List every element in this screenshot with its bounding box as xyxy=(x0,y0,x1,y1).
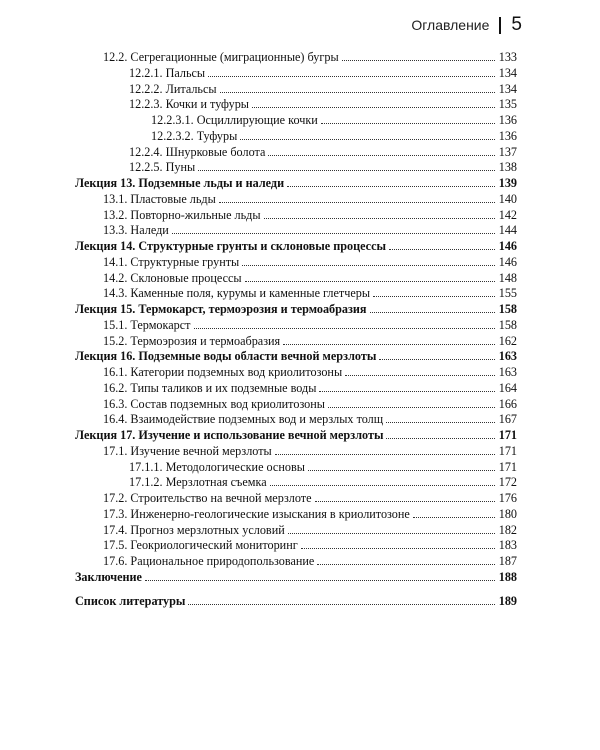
leader-dots xyxy=(270,485,495,486)
toc-entry-13-1 xyxy=(75,192,517,208)
toc-entry-label: 16.4. Взаимодействие подземных вод и мерзлых толщ xyxy=(103,412,384,427)
toc-entry-page: 176 xyxy=(498,491,517,505)
toc-entry-page: 171 xyxy=(498,459,517,474)
page-number: 5 xyxy=(511,14,522,35)
leader-dots xyxy=(345,375,495,376)
leader-dots xyxy=(283,344,495,345)
leader-dots xyxy=(287,186,495,187)
toc-entry-label: 17.1. Изучение вечной мерзлоты xyxy=(103,443,272,458)
toc-entry-label: 12.2.3.2. Туфуры xyxy=(151,128,238,143)
toc-lecture-15 xyxy=(75,302,517,318)
toc-entry-page: 138 xyxy=(498,160,517,175)
toc-entry-label: 15.2. Термоэрозия и термоабразия xyxy=(103,333,281,348)
leader-dots xyxy=(301,548,495,549)
toc-entry-label: 16.2. Типы таликов и их подземные воды xyxy=(103,380,317,395)
toc-entry-label: Заключение xyxy=(75,569,142,584)
toc-entry-16-3 xyxy=(75,397,517,413)
toc-entry-label: 16.1. Категории подземных вод криолитозоны xyxy=(103,365,343,379)
toc-entry-label: Лекция 14. Структурные грунты и склоновые процессы xyxy=(75,239,387,253)
toc-entry-page: 142 xyxy=(498,207,517,222)
leader-dots xyxy=(315,501,495,502)
toc-entry-16-4 xyxy=(75,412,517,428)
leader-dots xyxy=(252,107,495,108)
toc-entry-17-2 xyxy=(75,491,517,507)
leader-dots xyxy=(389,249,495,250)
header-divider xyxy=(499,17,501,34)
toc-entry-page: 162 xyxy=(498,333,517,348)
toc-entry-label: 12.2. Сегрегационные (миграционные) бугры xyxy=(103,50,339,64)
toc-entry-page: 171 xyxy=(498,428,517,442)
toc-entry-page: 136 xyxy=(498,113,517,127)
toc-lecture-14 xyxy=(75,239,517,255)
toc-entry-17-1-2 xyxy=(75,475,517,491)
leader-dots xyxy=(319,391,494,392)
toc-entry-label: 14.3. Каменные поля, курумы и каменные глетчеры xyxy=(103,286,371,301)
toc-entry-label: Лекция 13. Подземные льды и наледи xyxy=(75,176,285,190)
leader-dots xyxy=(386,438,494,439)
leader-dots xyxy=(220,92,495,93)
toc-entry-16-1 xyxy=(75,365,517,381)
toc-entry-label: 12.2.2. Литальсы xyxy=(129,81,217,96)
leader-dots xyxy=(321,123,495,124)
leader-dots xyxy=(219,202,495,203)
leader-dots xyxy=(188,604,494,605)
leader-dots xyxy=(413,517,495,518)
leader-dots xyxy=(328,407,495,408)
toc-entry-label: 12.2.1. Пальсы xyxy=(129,65,206,80)
toc-entry-label: 12.2.4. Шнурковые болота xyxy=(129,144,266,159)
leader-dots xyxy=(379,359,494,360)
toc-entry-17-3 xyxy=(75,507,517,523)
toc-entry-label: 12.2.5. Пуны xyxy=(129,160,196,175)
toc-entry-label: Лекция 17. Изучение и использование вечной мерзлоты xyxy=(75,428,384,442)
toc-entry-13-3 xyxy=(75,223,517,239)
leader-dots xyxy=(373,296,495,297)
leader-dots xyxy=(317,564,494,565)
toc-entry-label: 13.1. Пластовые льды xyxy=(103,191,216,206)
toc-entry-page: 172 xyxy=(498,475,517,490)
toc-entry-13-2 xyxy=(75,208,517,224)
toc-entry-label: 17.6. Рациональное природопользование xyxy=(103,554,315,568)
toc-entry-label: 17.1.2. Мерзлотная съемка xyxy=(129,475,267,490)
toc-entry-12-2-5 xyxy=(75,160,517,176)
toc-entry-label: 16.3. Состав подземных вод криолитозоны xyxy=(103,396,325,411)
toc-entry-page: 167 xyxy=(498,412,517,427)
toc-entry-label: 17.1.1. Методологические основы xyxy=(129,459,305,474)
leader-dots xyxy=(194,328,495,329)
toc-entry-label: Список литературы xyxy=(75,593,186,608)
toc-entry-page: 134 xyxy=(498,81,517,96)
toc-entry-page: 164 xyxy=(498,380,517,395)
toc-entry-page: 135 xyxy=(498,97,517,112)
toc-lecture-13 xyxy=(75,176,517,192)
toc-entry-15-2 xyxy=(75,334,517,350)
toc-entry-label: 13.2. Повторно-жильные льды xyxy=(103,207,261,222)
toc-entry-page: 163 xyxy=(498,365,517,379)
leader-dots xyxy=(386,422,495,423)
toc-lecture-16 xyxy=(75,349,517,365)
running-header xyxy=(411,14,522,36)
toc-entry-page: 148 xyxy=(498,270,517,285)
leader-dots xyxy=(145,580,495,581)
toc-entry-page: 139 xyxy=(498,176,517,190)
toc-entry-label: 14.2. Склоновые процессы xyxy=(103,270,242,285)
leader-dots xyxy=(288,533,495,534)
toc-entry-14-2 xyxy=(75,271,517,287)
leader-dots xyxy=(240,139,494,140)
toc-entry-label: 14.1. Структурные грунты xyxy=(103,254,240,269)
toc-entry-17-6 xyxy=(75,554,517,570)
toc-entry-15-1 xyxy=(75,318,517,334)
toc-entry-label: 17.4. Прогноз мерзлотных условий xyxy=(103,522,285,537)
toc-entry-12-2 xyxy=(75,50,517,66)
toc-entry-page: 158 xyxy=(498,317,517,332)
toc-entry-page: 137 xyxy=(498,144,517,159)
toc-entry-page: 146 xyxy=(498,239,517,253)
running-header-title: Оглавление xyxy=(411,17,490,33)
toc-entry-page: 140 xyxy=(498,191,517,206)
toc-references xyxy=(75,594,517,610)
toc-entry-page: 180 xyxy=(498,506,517,521)
toc-entry-12-2-3-1 xyxy=(75,113,517,129)
leader-dots xyxy=(172,233,495,234)
toc-entry-page: 163 xyxy=(498,349,517,364)
toc-lecture-17 xyxy=(75,428,517,444)
toc-entry-12-2-2 xyxy=(75,82,517,98)
toc-entry-page: 188 xyxy=(498,569,517,584)
toc-entry-page: 146 xyxy=(498,254,517,269)
toc-entry-label: 12.2.3.1. Осциллирующие кочки xyxy=(151,113,318,127)
toc-conclusion xyxy=(75,570,517,586)
leader-dots xyxy=(264,218,495,219)
toc-entry-16-2 xyxy=(75,381,517,397)
leader-dots xyxy=(268,155,494,156)
toc-entry-page: 134 xyxy=(498,65,517,80)
toc-entry-label: 12.2.3. Кочки и туфуры xyxy=(129,97,249,112)
leader-dots xyxy=(308,470,495,471)
toc-entry-label: Лекция 15. Термокарст, термоэрозия и термоабразия xyxy=(75,302,367,316)
toc-entry-12-2-3 xyxy=(75,97,517,113)
toc-entry-label: 17.2. Строительство на вечной мерзлоте xyxy=(103,491,312,505)
toc-entry-page: 182 xyxy=(498,522,517,537)
toc-entry-page: 183 xyxy=(498,538,517,553)
toc-entry-label: 13.3. Наледи xyxy=(103,223,169,238)
toc-entry-page: 133 xyxy=(498,50,517,64)
leader-dots xyxy=(370,312,495,313)
toc-entry-17-4 xyxy=(75,523,517,539)
toc-entry-14-1 xyxy=(75,255,517,271)
toc-entry-label: 15.1. Термокарст xyxy=(103,317,191,332)
toc-entry-page: 155 xyxy=(498,286,517,301)
toc-entry-12-2-3-2 xyxy=(75,129,517,145)
table-of-contents xyxy=(75,50,517,609)
leader-dots xyxy=(245,281,495,282)
toc-entry-page: 144 xyxy=(498,223,517,238)
toc-entry-label: 17.5. Геокриологический мониторинг xyxy=(103,538,298,553)
toc-entry-label: Лекция 16. Подземные воды области вечной мерзлоты xyxy=(75,349,377,364)
toc-entry-page: 171 xyxy=(498,443,517,458)
toc-entry-label: 17.3. Инженерно-геологические изыскания в криолитозоне xyxy=(103,506,410,521)
leader-dots xyxy=(342,60,495,61)
toc-entry-page: 187 xyxy=(498,554,517,568)
toc-entry-page: 166 xyxy=(498,396,517,411)
toc-entry-14-3 xyxy=(75,286,517,302)
toc-entry-page: 136 xyxy=(498,128,517,143)
toc-entry-12-2-4 xyxy=(75,145,517,161)
toc-entry-page: 158 xyxy=(498,302,517,316)
toc-entry-17-1 xyxy=(75,444,517,460)
toc-entry-17-1-1 xyxy=(75,460,517,476)
spacer xyxy=(75,586,517,594)
toc-entry-12-2-1 xyxy=(75,66,517,82)
leader-dots xyxy=(242,265,494,266)
leader-dots xyxy=(198,170,495,171)
toc-entry-page: 189 xyxy=(498,593,517,608)
leader-dots xyxy=(208,76,495,77)
toc-entry-17-5 xyxy=(75,538,517,554)
leader-dots xyxy=(275,454,495,455)
